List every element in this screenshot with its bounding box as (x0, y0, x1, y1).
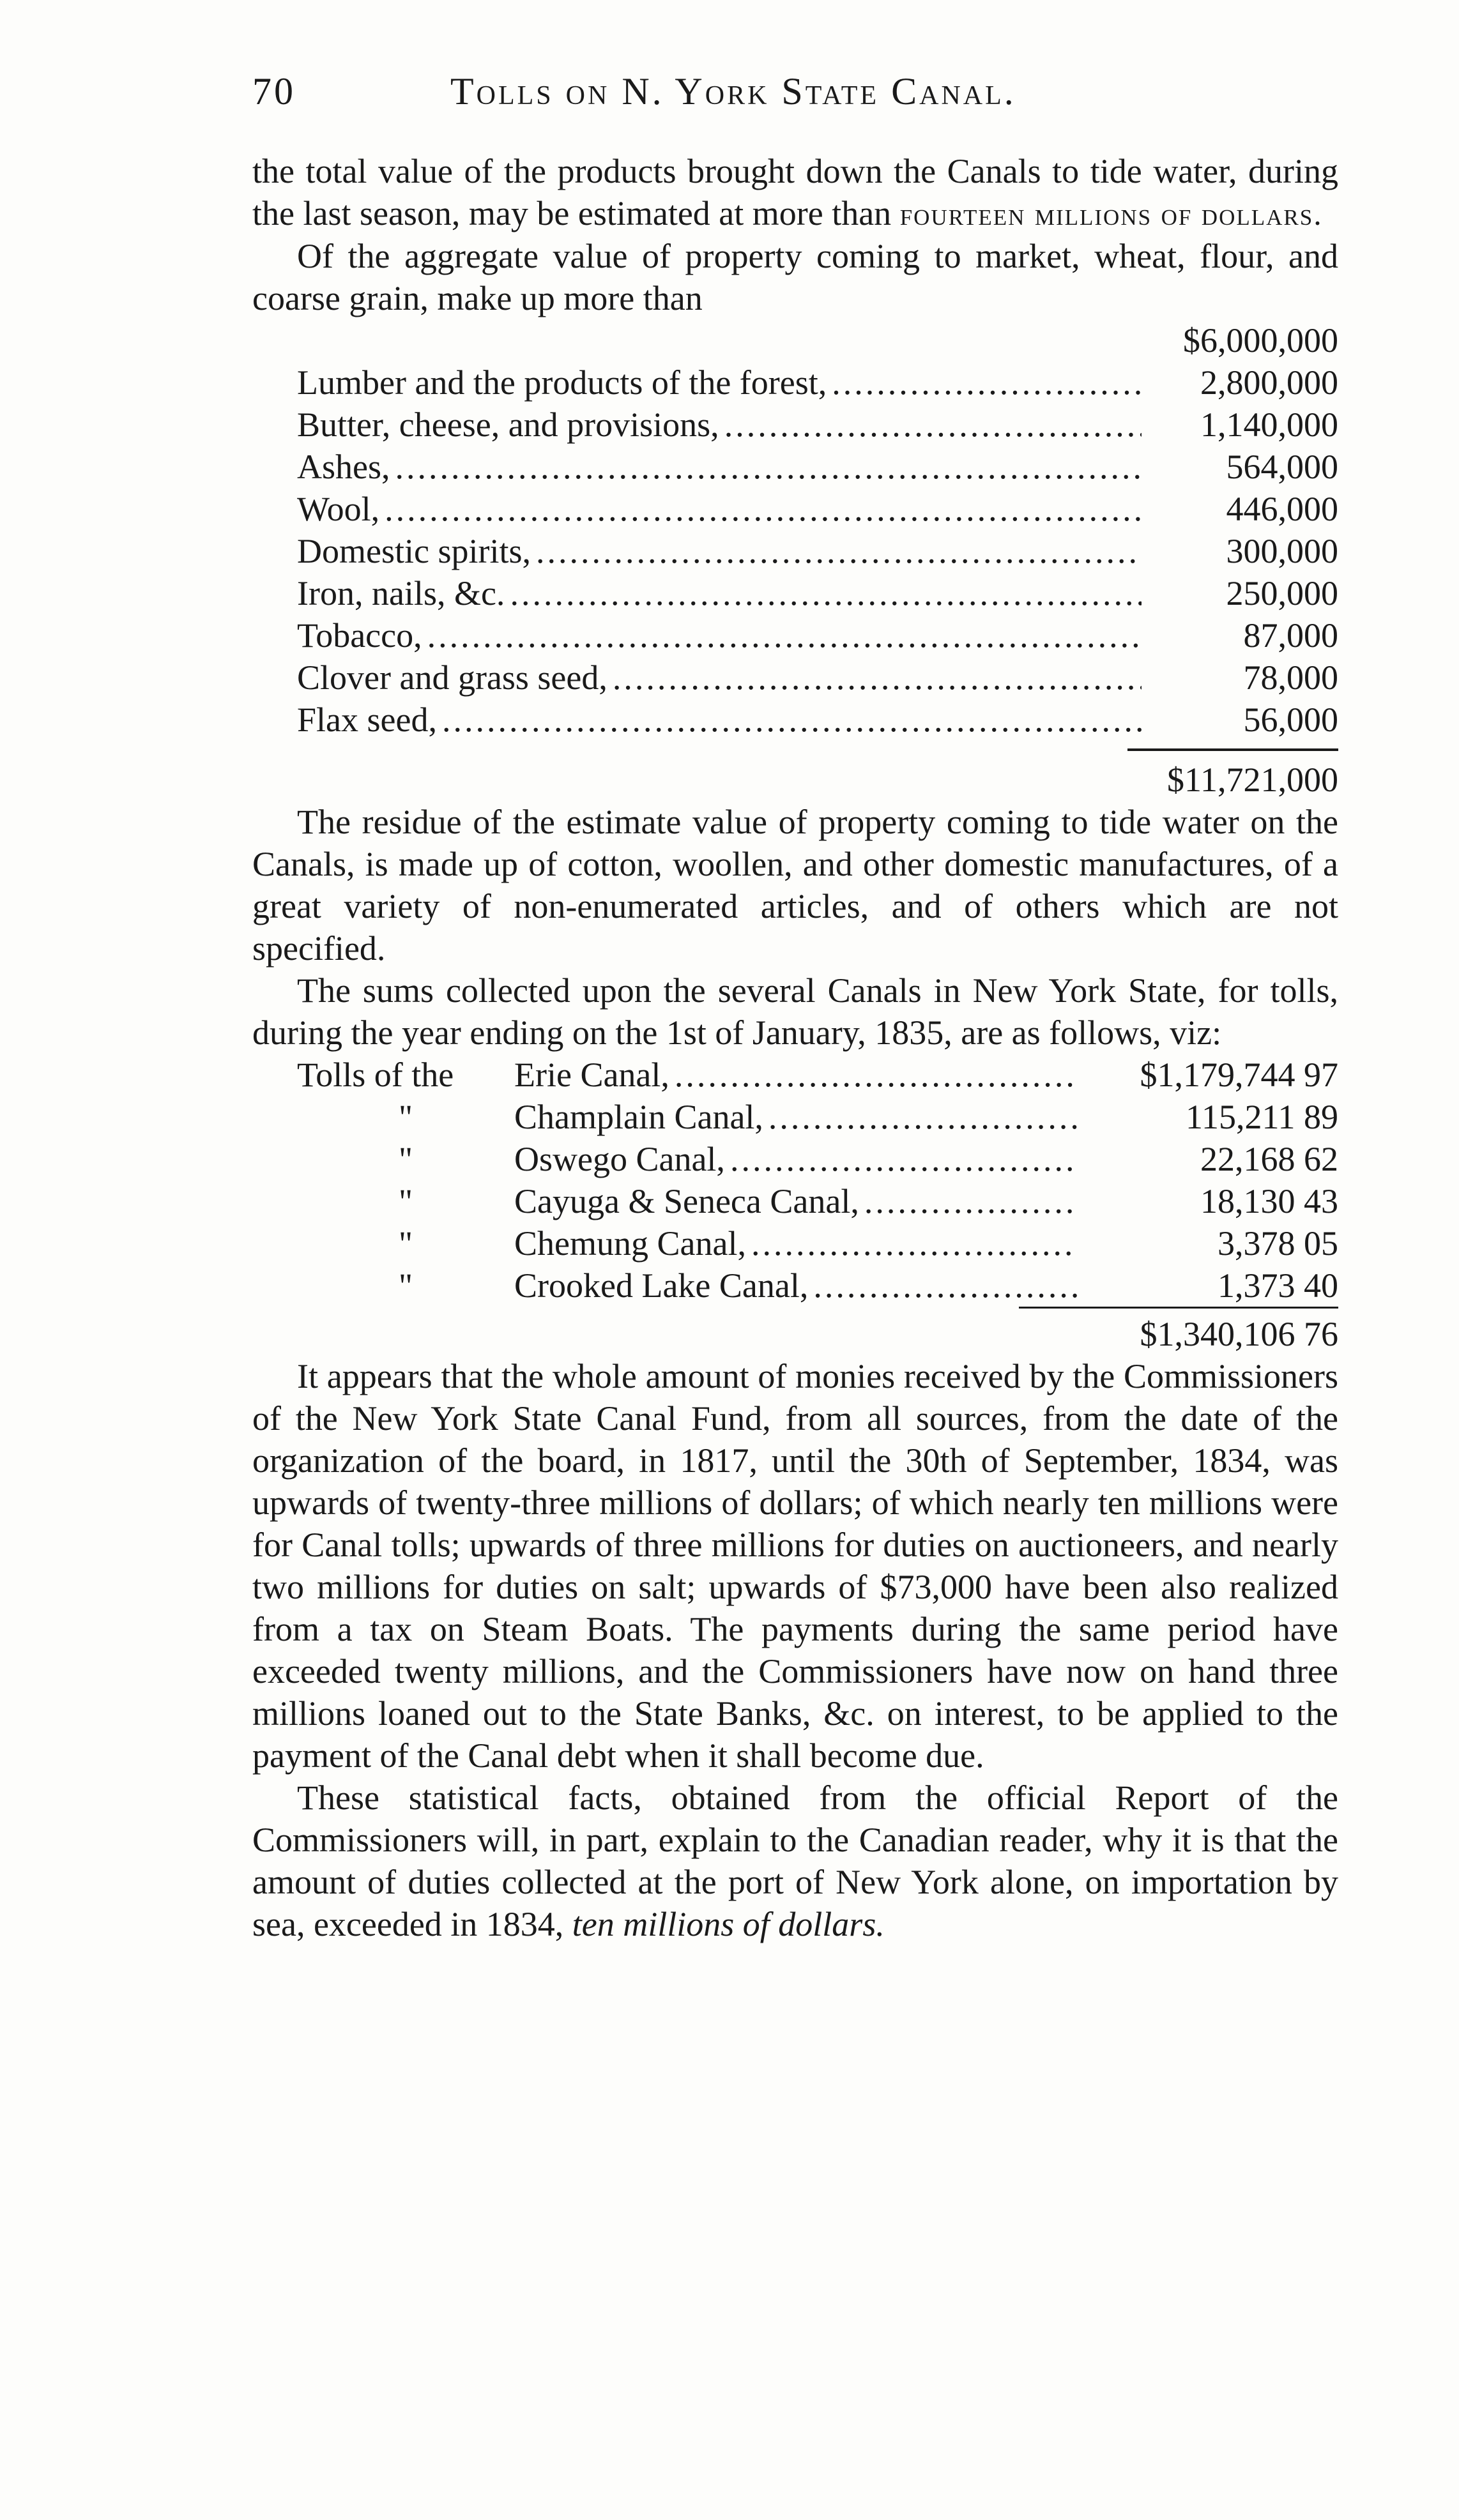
toll-prefix: Tolls of the (297, 1056, 454, 1094)
row-amount: 446,000 (1226, 490, 1338, 528)
toll-amount: $1,179,744 97 (1140, 1056, 1338, 1094)
canal-name: Oswego Canal, (514, 1140, 725, 1178)
ditto-mark: " (398, 1098, 413, 1136)
intro-smallcaps: fourteen millions of dollars. (899, 196, 1323, 232)
leader-dots (613, 657, 1142, 699)
page-number: 70 (252, 70, 296, 112)
leader-dots (751, 1222, 1078, 1264)
tolls-table (252, 1054, 1338, 1307)
leader-dots (442, 699, 1142, 741)
toll-row (252, 1222, 1338, 1264)
row-amount: 87,000 (1243, 616, 1338, 655)
tolls-rule (252, 1307, 1338, 1313)
row-label: Butter, cheese, and provisions, (297, 406, 719, 444)
row-label: Domestic spirits, (297, 532, 531, 570)
toll-amount: 22,168 62 (1200, 1140, 1338, 1178)
toll-amount: 18,130 43 (1200, 1182, 1338, 1220)
toll-row (252, 1138, 1338, 1180)
leader-dots (510, 572, 1142, 614)
row-label: Tobacco, (297, 616, 422, 655)
ditto-mark: " (398, 1140, 413, 1178)
row-label: Lumber and the products of the forest, (297, 363, 827, 402)
page-body (252, 150, 1338, 1945)
toll-row (252, 1096, 1338, 1138)
appears-paragraph: It appears that the whole amount of monies received by the Commissioners of the New York State Canal Fund, from all sources, from the date of the organization of the board, in 1817, until the 30th of September, 1834, was upwards of twenty-three millions of dollars; of which nearly ten millions were for Canal tolls; upwards of three millions for duties on auctioneers, and nearly two millions for duties on salt; upwards of $73,000 have been also realized from a tax on Steam Boats. The payments during the same period have exceeded twenty millions, and the Commissioners have now on hand three millions loaned out to the State Banks, &c. on interest, to be applied to the payment of the Canal debt when it shall become due. (252, 1357, 1338, 1775)
row-label: Iron, nails, &c. (297, 574, 505, 612)
leader-dots (724, 404, 1142, 446)
leader-dots (395, 446, 1142, 488)
leader-dots (675, 1054, 1078, 1096)
toll-amount: 3,378 05 (1218, 1224, 1338, 1263)
sums-paragraph: The sums collected upon the several Canals in New York State, for tolls, during the year ending on the 1st of January, 1835, are as follows, viz: (252, 971, 1338, 1052)
sum-rule (252, 741, 1338, 759)
intro-paragraph (252, 150, 1338, 235)
leader-dots (536, 530, 1142, 572)
row-label: Wool, (297, 490, 380, 528)
ditto-mark: " (398, 1224, 413, 1263)
table-row (252, 361, 1338, 404)
toll-row (252, 1054, 1338, 1096)
toll-row (252, 1264, 1338, 1307)
canal-name: Cayuga & Seneca Canal, (514, 1182, 859, 1220)
row-amount: 300,000 (1226, 532, 1338, 570)
facts-paragraph (252, 1777, 1338, 1945)
row-label: Flax seed, (297, 701, 437, 739)
row-amount: 564,000 (1226, 448, 1338, 486)
leader-dots (427, 614, 1142, 657)
table-row (252, 446, 1338, 488)
table-row (252, 657, 1338, 699)
toll-amount: 115,211 89 (1186, 1098, 1338, 1136)
row-amount: 2,800,000 (1200, 363, 1338, 402)
row-label: Ashes, (297, 448, 390, 486)
leader-dots (864, 1180, 1078, 1222)
products-total-line (252, 759, 1338, 801)
table-row (252, 488, 1338, 530)
leader-dots (768, 1096, 1078, 1138)
tolls-total: $1,340,106 76 (1140, 1315, 1338, 1353)
facts-italic: ten millions of dollars. (572, 1905, 885, 1943)
table-row (252, 572, 1338, 614)
canal-name: Champlain Canal, (514, 1098, 763, 1136)
table-row (252, 404, 1338, 446)
products-table (252, 361, 1338, 741)
grain-value-line (252, 319, 1338, 361)
row-label: Clover and grass seed, (297, 658, 607, 697)
ditto-mark: " (398, 1266, 413, 1305)
running-title: Tolls on N. York State Canal. (450, 70, 1016, 112)
rule-line (1019, 1307, 1338, 1309)
table-row (252, 614, 1338, 657)
table-row (252, 530, 1338, 572)
aggregate-paragraph: Of the aggregate value of property coming to market, wheat, flour, and coarse grain, make up more than (252, 237, 1338, 317)
row-amount: 78,000 (1243, 658, 1338, 697)
row-amount: 250,000 (1226, 574, 1338, 612)
canal-name: Chemung Canal, (514, 1224, 746, 1263)
products-total: $11,721,000 (1167, 761, 1338, 799)
grain-value: $6,000,000 (1183, 321, 1338, 360)
toll-amount: 1,373 40 (1218, 1266, 1338, 1305)
leader-dots (730, 1138, 1078, 1180)
canal-name: Erie Canal, (514, 1056, 669, 1094)
leader-dots (813, 1264, 1078, 1307)
leader-dots (385, 488, 1142, 530)
row-amount: 1,140,000 (1200, 406, 1338, 444)
toll-row (252, 1180, 1338, 1222)
ditto-mark: " (398, 1182, 413, 1220)
intro-text: the total value of the products brought down the Canals to tide water, during the last season, may be estimated at more than (252, 152, 1338, 232)
facts-text: These statistical facts, obtained from the official Report of the Commissioners will, in part, explain to the Canadian reader, why it is that the amount of duties collected at the port of New York alone, on importation by sea, exceeded in 1834, (252, 1779, 1338, 1943)
row-amount: 56,000 (1243, 701, 1338, 739)
residue-paragraph: The residue of the estimate value of property coming to tide water on the Canals, is made up of cotton, woollen, and other domestic manufactures, of a great variety of non-enumerated articles, and of others which are not specified. (252, 803, 1338, 968)
tolls-total-line (252, 1313, 1338, 1355)
canal-name: Crooked Lake Canal, (514, 1266, 809, 1305)
rule-line (1127, 748, 1338, 751)
page-header (252, 70, 1338, 121)
table-row (252, 699, 1338, 741)
leader-dots (832, 361, 1142, 404)
